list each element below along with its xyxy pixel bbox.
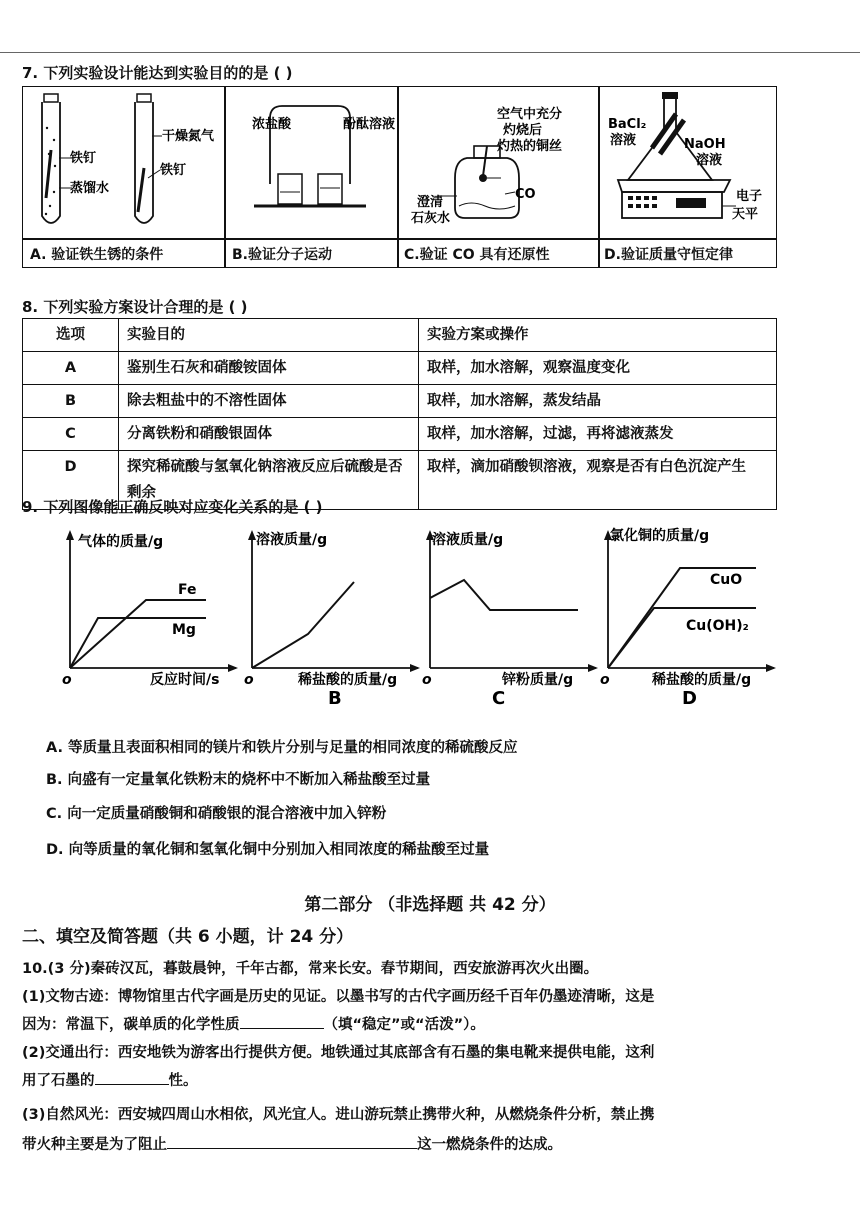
table-row <box>23 418 777 451</box>
q7-caption-a: A. 验证铁生锈的条件 <box>30 247 164 263</box>
label-naoh-solution: 溶液 <box>696 153 723 168</box>
table-row <box>23 352 777 385</box>
label-limewater-2: 石灰水 <box>411 211 451 226</box>
q7-panel-c-figure <box>399 88 597 236</box>
row-option: A <box>23 352 119 385</box>
row-option: B <box>23 385 119 418</box>
q10-part3-line1: (3)自然风光：西安城四周山水相依，风光宜人。进山游玩禁止携带火种，从燃烧条件分析，禁止携 <box>22 1107 655 1123</box>
row-plan: 取样，滴加硝酸钡溶液，观察是否有白色沉淀产生 <box>419 451 777 510</box>
answer-blank-1[interactable] <box>240 1012 324 1029</box>
q7-stem: 7. 下列实验设计能达到实验目的的是 ( ) <box>22 64 293 82</box>
answer-blank-3[interactable] <box>167 1132 417 1149</box>
q7-panel-d-figure <box>600 88 776 236</box>
label-air-burn-2: 灼烧后 <box>503 123 543 138</box>
q9-graph-d <box>596 522 778 712</box>
q10-part1-line2: 因为：常温下，碳单质的化学性质 （填“稳定”或“活泼”）。 <box>22 1012 485 1039</box>
graph-c-ylabel: 溶液质量/g <box>432 532 504 548</box>
q9-option-b: B. 向盛有一定量氧化铁粉末的烧杯中不断加入稀盐酸至过量 <box>46 772 431 788</box>
q9-graph-c <box>418 522 600 712</box>
section-title: 二、填空及简答题（共 6 小题，计 24 分） <box>22 927 354 947</box>
table-row <box>23 385 777 418</box>
table-header-row <box>23 319 777 352</box>
header-option: 选项 <box>23 319 119 352</box>
row-option: C <box>23 418 119 451</box>
part2-title: 第二部分 （非选择题 共 42 分） <box>304 895 556 915</box>
q9-option-a: A. 等质量且表面积相同的镁片和铁片分别与足量的相同浓度的稀硫酸反应 <box>46 740 518 756</box>
row-plan: 取样，加水溶解，过滤，再将滤液蒸发 <box>419 418 777 451</box>
graph-d-letter: D <box>682 688 697 709</box>
label-balance-1: 电子 <box>736 189 763 204</box>
label-limewater-1: 澄清 <box>417 195 444 210</box>
graph-b-xlabel: 稀盐酸的质量/g <box>298 672 398 688</box>
label-air-burn-1: 空气中充分 <box>497 107 563 122</box>
q10-part1-line1: (1)文物古迹：博物馆里古代字画是历史的见证。以墨书写的古代字画历经千百年仍墨迹清晰，这是 <box>22 989 655 1005</box>
label-iron-nail-1: 铁钉 <box>70 151 97 166</box>
row-plan: 取样，加水溶解，蒸发结晶 <box>419 385 777 418</box>
graph-a-fe: Fe <box>178 582 197 598</box>
graph-d-cuoh2: Cu(OH)₂ <box>686 618 749 634</box>
row-goal: 除去粗盐中的不溶性固体 <box>119 385 419 418</box>
graph-d-ylabel: 氯化铜的质量/g <box>610 528 710 544</box>
graph-d-origin: o <box>600 672 610 688</box>
graph-a-mg: Mg <box>172 622 196 638</box>
label-phenolphthalein: 酚酞溶液 <box>343 117 396 132</box>
label-bacl2-solution: 溶液 <box>610 133 637 148</box>
q10-part2-line1: (2)交通出行：西安地铁为游客出行提供方便。地铁通过其底部含有石墨的集电靴来提供电能，这利 <box>22 1045 655 1061</box>
graph-b-origin: o <box>244 672 254 688</box>
graph-d-cuo: CuO <box>710 572 743 588</box>
graph-c-xlabel: 锌粉质量/g <box>502 672 574 688</box>
label-balance-2: 天平 <box>732 207 759 222</box>
graph-b-letter: B <box>328 688 342 709</box>
row-option: D <box>23 451 119 510</box>
label-distilled-water: 蒸馏水 <box>70 181 110 196</box>
header-goal: 实验目的 <box>119 319 419 352</box>
graph-a-ylabel: 气体的质量/g <box>78 534 164 550</box>
q7-caption-b: B.验证分子运动 <box>232 247 332 263</box>
graph-b-ylabel: 溶液质量/g <box>256 532 328 548</box>
label-hot-copper: 灼热的铜丝 <box>497 139 563 154</box>
q7-caption-d: D.验证质量守恒定律 <box>604 247 733 263</box>
label-co: CO <box>515 187 536 202</box>
graph-d-xlabel: 稀盐酸的质量/g <box>652 672 752 688</box>
q7-panel-a-figure <box>24 88 222 236</box>
header-plan: 实验方案或操作 <box>419 319 777 352</box>
graph-c-origin: o <box>422 672 432 688</box>
label-dry-gas: 干燥氮气 <box>162 129 215 144</box>
graph-c-letter: C <box>492 688 506 709</box>
row-goal: 分离铁粉和硝酸银固体 <box>119 418 419 451</box>
q9-graph-b <box>240 522 422 712</box>
graph-a-origin: o <box>62 672 72 688</box>
label-conc-hcl: 浓盐酸 <box>252 117 292 132</box>
q9-stem: 9. 下列图像能正确反映对应变化关系的是 ( ) <box>22 498 323 516</box>
q10-part2-line2: 用了石墨的 性。 <box>22 1068 198 1095</box>
q9-option-c: C. 向一定质量硝酸铜和硝酸银的混合溶液中加入锌粉 <box>46 806 387 822</box>
q8-stem: 8. 下列实验方案设计合理的是 ( ) <box>22 298 248 316</box>
row-goal: 探究稀硫酸与氢氧化钠溶液反应后硫酸是否剩余 <box>119 451 419 510</box>
row-goal: 鉴别生石灰和硝酸铵固体 <box>119 352 419 385</box>
label-bacl2: BaCl₂ <box>608 117 647 132</box>
graph-a-xlabel: 反应时间/s <box>150 672 220 688</box>
q8-table <box>22 318 777 510</box>
top-rule <box>0 52 860 53</box>
label-naoh: NaOH <box>684 137 726 152</box>
q10-part3-line2: 带火种主要是为了阻止 这一燃烧条件的达成。 <box>22 1132 562 1159</box>
q10-intro: 10.(3 分)秦砖汉瓦，暮鼓晨钟，千年古都，常来长安。春节期间，西安旅游再次火出圈。 <box>22 961 599 977</box>
q7-caption-c: C.验证 CO 具有还原性 <box>404 247 550 263</box>
answer-blank-2[interactable] <box>95 1068 169 1085</box>
q9-graph-a <box>58 522 240 702</box>
q9-option-d: D. 向等质量的氧化铜和氢氧化铜中分别加入相同浓度的稀盐酸至过量 <box>46 842 490 858</box>
row-plan: 取样，加水溶解，观察温度变化 <box>419 352 777 385</box>
q7-panel-b-figure <box>226 88 396 236</box>
label-iron-nail-2: 铁钉 <box>160 163 187 178</box>
